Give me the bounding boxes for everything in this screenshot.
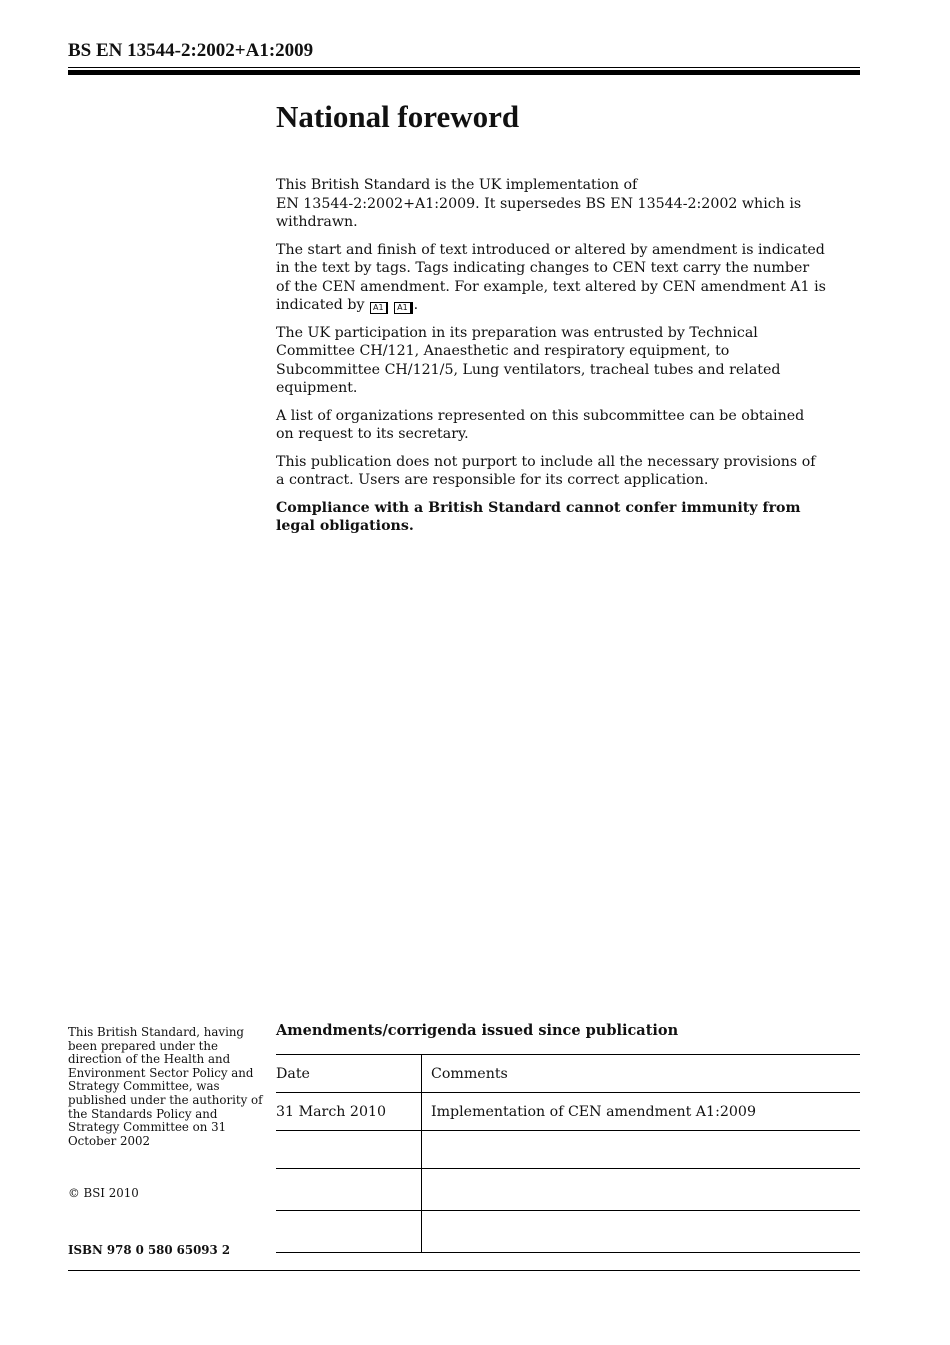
header-rule-thick	[68, 70, 860, 75]
footer-rule	[68, 1270, 860, 1271]
amendment-tag-close-icon: A1	[394, 302, 413, 314]
paragraph-implementation-line2: EN 13544-2:2002+A1:2009. It supersedes BS EN 13544-2:2002 which is withdrawn.	[276, 195, 802, 230]
table-row-empty	[276, 1169, 860, 1211]
paragraph-implementation-line1: This British Standard is the UK implementation of	[276, 177, 638, 193]
table-row	[276, 1093, 860, 1131]
paragraph-amendment-tags	[276, 241, 826, 315]
table-header-row	[276, 1055, 860, 1093]
publication-note: This British Standard, having been prepared under the direction of the Health and Environment Sector Policy and Strategy Committee, was published under the authority of the Standards Policy and Strategy Committee on 31 October 2002	[68, 1025, 263, 1148]
table-row-empty	[276, 1131, 860, 1169]
isbn: ISBN 978 0 580 65093 2	[68, 1243, 231, 1257]
table-row-empty	[276, 1211, 860, 1253]
paragraph-organizations: A list of organizations represented on this subcommittee can be obtained on request to its secretary.	[276, 407, 805, 442]
paragraph-contract: This publication does not purport to include all the necessary provisions of a contract. Users are responsible for its correct application.	[276, 453, 816, 488]
page-title: National foreword	[276, 99, 520, 134]
amendment-tag-open-icon: A1	[370, 302, 388, 314]
amendment-date: 31 March 2010	[276, 1093, 422, 1131]
header-rule-thin	[68, 67, 860, 68]
paragraph-committee: The UK participation in its preparation was entrusted by Technical Committee CH/121, Anaesthetic and respiratory equipment, to Subcommittee CH/121/5, Lung ventilators, tracheal tubes and related equipment.	[276, 324, 781, 396]
paragraph-compliance: Compliance with a British Standard cannot confer immunity from legal obligations.	[276, 499, 801, 534]
amendment-comments: Implementation of CEN amendment A1:2009	[422, 1093, 861, 1131]
paragraph-amendment-tags-text: The start and finish of text introduced or altered by amendment is indicated in the text by tags. Tags indicating changes to CEN text carry the number of the CEN amendment. For example, text altered by CEN amendment A1 is indicated by	[276, 241, 826, 313]
document-code: BS EN 13544-2:2002+A1:2009	[68, 40, 314, 61]
amendments-table	[276, 1054, 860, 1253]
paragraph-amendment-tags-end: .	[413, 297, 419, 313]
header-comments: Comments	[422, 1055, 861, 1093]
amendments-title: Amendments/corrigenda issued since publication	[276, 1022, 679, 1039]
paragraph-implementation	[276, 176, 826, 232]
copyright: © BSI 2010	[68, 1186, 139, 1200]
header-date: Date	[276, 1055, 422, 1093]
foreword-body	[276, 176, 826, 545]
